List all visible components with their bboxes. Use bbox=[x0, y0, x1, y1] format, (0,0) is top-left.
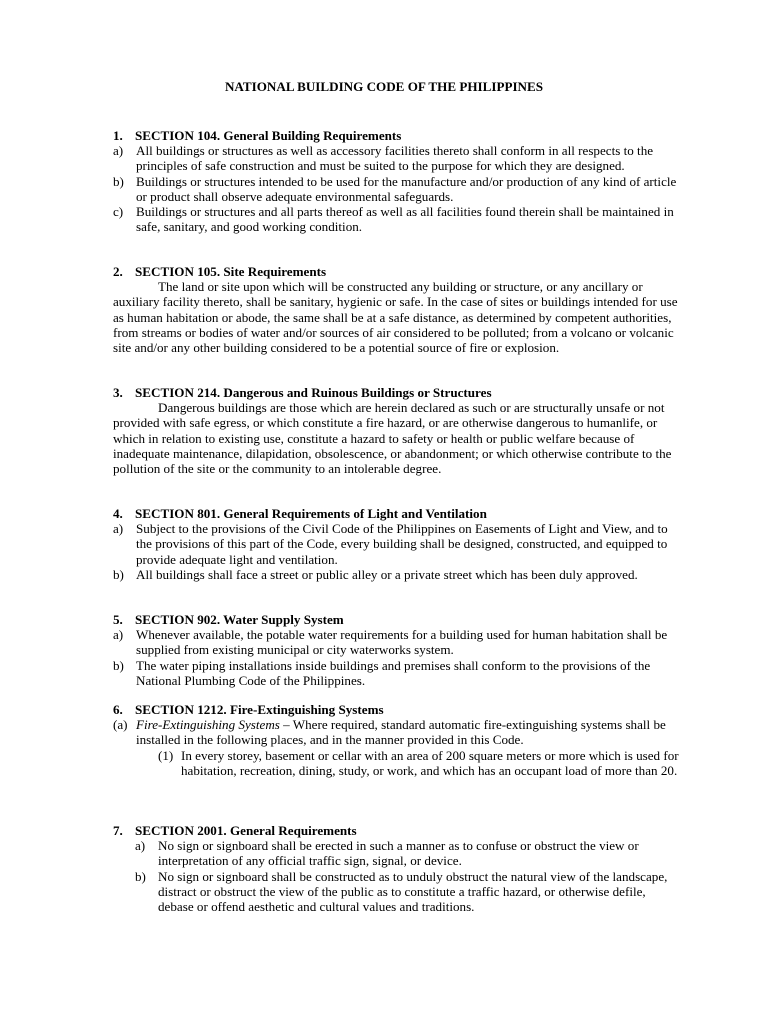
list-item bbox=[113, 521, 683, 567]
list-item-text: In every storey, basement or cellar with an area of 200 square meters or more which is used for habitation, recreation, dining, study, or work, and which has an occupant load of more than 20. bbox=[181, 747, 679, 778]
document-title: NATIONAL BUILDING CODE OF THE PHILIPPINES bbox=[224, 79, 544, 94]
section-number: 1. bbox=[113, 128, 123, 143]
section-title: SECTION 105. Site Requirements bbox=[135, 264, 327, 279]
list-item bbox=[135, 869, 683, 915]
list-marker: c) bbox=[113, 204, 124, 220]
section-paragraph: The land or site upon which will be constructed any building or structure, or any ancillary or auxiliary facility thereto, shall be sanitary, hygienic or safe. In the case of sites or buildings intended for use as human habitation or abode, the same shall be at a safe distance, as determined by competent authorities, from streams or bodies of water and/or sources of air considered to be polluted; from a volcano or volcanic site and/or any other building considered to be a potential source of fire or explosion. bbox=[113, 279, 678, 356]
list-item bbox=[113, 174, 683, 204]
list-item-text: Whenever available, the potable water requirements for a building used for human habitation shall be supplied from existing municipal or city waterworks system. bbox=[136, 627, 668, 658]
list-item bbox=[113, 567, 683, 582]
section-number: 4. bbox=[113, 506, 123, 521]
section-1212 bbox=[113, 702, 683, 778]
section-heading bbox=[113, 823, 683, 838]
section-104 bbox=[113, 128, 683, 234]
list-item-text: No sign or signboard shall be erected in such a manner as to confuse or obstruct the view or interpretation of any official traffic sign, signal, or device. bbox=[158, 838, 639, 869]
list-marker: b) bbox=[113, 657, 124, 673]
list-marker: a) bbox=[113, 143, 124, 159]
section-number: 2. bbox=[113, 264, 123, 279]
list-item-text: All buildings shall face a street or public alley or a private street which has been duly approved. bbox=[136, 566, 638, 582]
list-item bbox=[113, 627, 683, 657]
section-title: SECTION 214. Dangerous and Ruinous Buildings or Structures bbox=[135, 385, 492, 400]
section-2001 bbox=[113, 823, 683, 914]
list-marker: b) bbox=[113, 173, 124, 189]
list-marker: (1) bbox=[158, 747, 174, 763]
list-item-text: – Where required, standard automatic fire-extinguishing systems shall be installed in the following places, and in the manner provided in this Code. bbox=[136, 717, 666, 748]
list-item bbox=[135, 838, 683, 868]
section-heading bbox=[113, 612, 683, 627]
list-item-text: All buildings or structures as well as accessory facilities thereto shall conform in all respects to the principles of safe construction and must be suited to the purpose for which they are designed. bbox=[136, 143, 654, 174]
section-heading bbox=[113, 264, 683, 279]
list-item-text: The water piping installations inside buildings and premises shall conform to the provisions of the National Plumbing Code of the Philippines. bbox=[136, 657, 651, 688]
list-marker: (a) bbox=[113, 717, 128, 733]
section-214 bbox=[113, 385, 683, 476]
list-item-text: Buildings or structures intended to be used for the manufacture and/or production of any kind of article or product shall observe adequate environmental safeguards. bbox=[136, 173, 677, 204]
list-item bbox=[113, 204, 683, 234]
list-item bbox=[113, 143, 683, 173]
list-item bbox=[113, 658, 683, 688]
list-item bbox=[113, 717, 683, 747]
list-marker: b) bbox=[113, 566, 124, 582]
list-item-text: Subject to the provisions of the Civil Code of the Philippines on Easements of Light and View, and to the provisions of this part of the Code, every building shall be designed, constructed, and equipped to provide adequate light and ventilation. bbox=[136, 521, 668, 567]
section-heading bbox=[113, 385, 683, 400]
section-number: 3. bbox=[113, 385, 123, 400]
section-title: SECTION 902. Water Supply System bbox=[135, 612, 344, 627]
section-heading bbox=[113, 702, 683, 717]
list-marker: a) bbox=[135, 838, 146, 854]
list-item-text: No sign or signboard shall be constructed as to unduly obstruct the natural view of the landscape, distract or obstruct the view of the public as to constitute a traffic hazard, or otherwise defile, debase or offend aesthetic and cultural values and traditions. bbox=[158, 868, 668, 915]
list-item-text: Buildings or structures and all parts thereof as well as all facilities found therein shall be maintained in safe, sanitary, and good working condition. bbox=[136, 204, 674, 235]
section-number: 7. bbox=[113, 823, 123, 838]
list-marker: b) bbox=[135, 868, 146, 884]
section-902 bbox=[113, 612, 683, 688]
section-105 bbox=[113, 264, 683, 355]
list-marker: a) bbox=[113, 627, 124, 643]
section-paragraph: Dangerous buildings are those which are herein declared as such or are structurally unsafe or not provided with safe egress, or which constitute a fire hazard, or are otherwise dangerous to humanlife, or which in relation to existing use, constitute a hazard to safety or health or public welfare because of inadequate maintenance, dilapidation, obsolescence, or abandonment; or which otherwise contribute to the pollution of the site or the community to an intolerable degree. bbox=[113, 400, 672, 477]
section-title: SECTION 2001. General Requirements bbox=[135, 823, 357, 838]
list-marker: a) bbox=[113, 521, 124, 537]
list-item-term: Fire-Extinguishing Systems bbox=[136, 717, 280, 733]
section-heading bbox=[113, 128, 683, 143]
section-title: SECTION 1212. Fire-Extinguishing Systems bbox=[135, 702, 384, 717]
section-number: 6. bbox=[113, 702, 123, 717]
section-801 bbox=[113, 506, 683, 582]
section-title: SECTION 104. General Building Requirements bbox=[135, 128, 402, 143]
section-number: 5. bbox=[113, 612, 123, 627]
sub-list-item bbox=[158, 748, 683, 778]
section-heading bbox=[113, 506, 683, 521]
section-title: SECTION 801. General Requirements of Light and Ventilation bbox=[135, 506, 487, 521]
